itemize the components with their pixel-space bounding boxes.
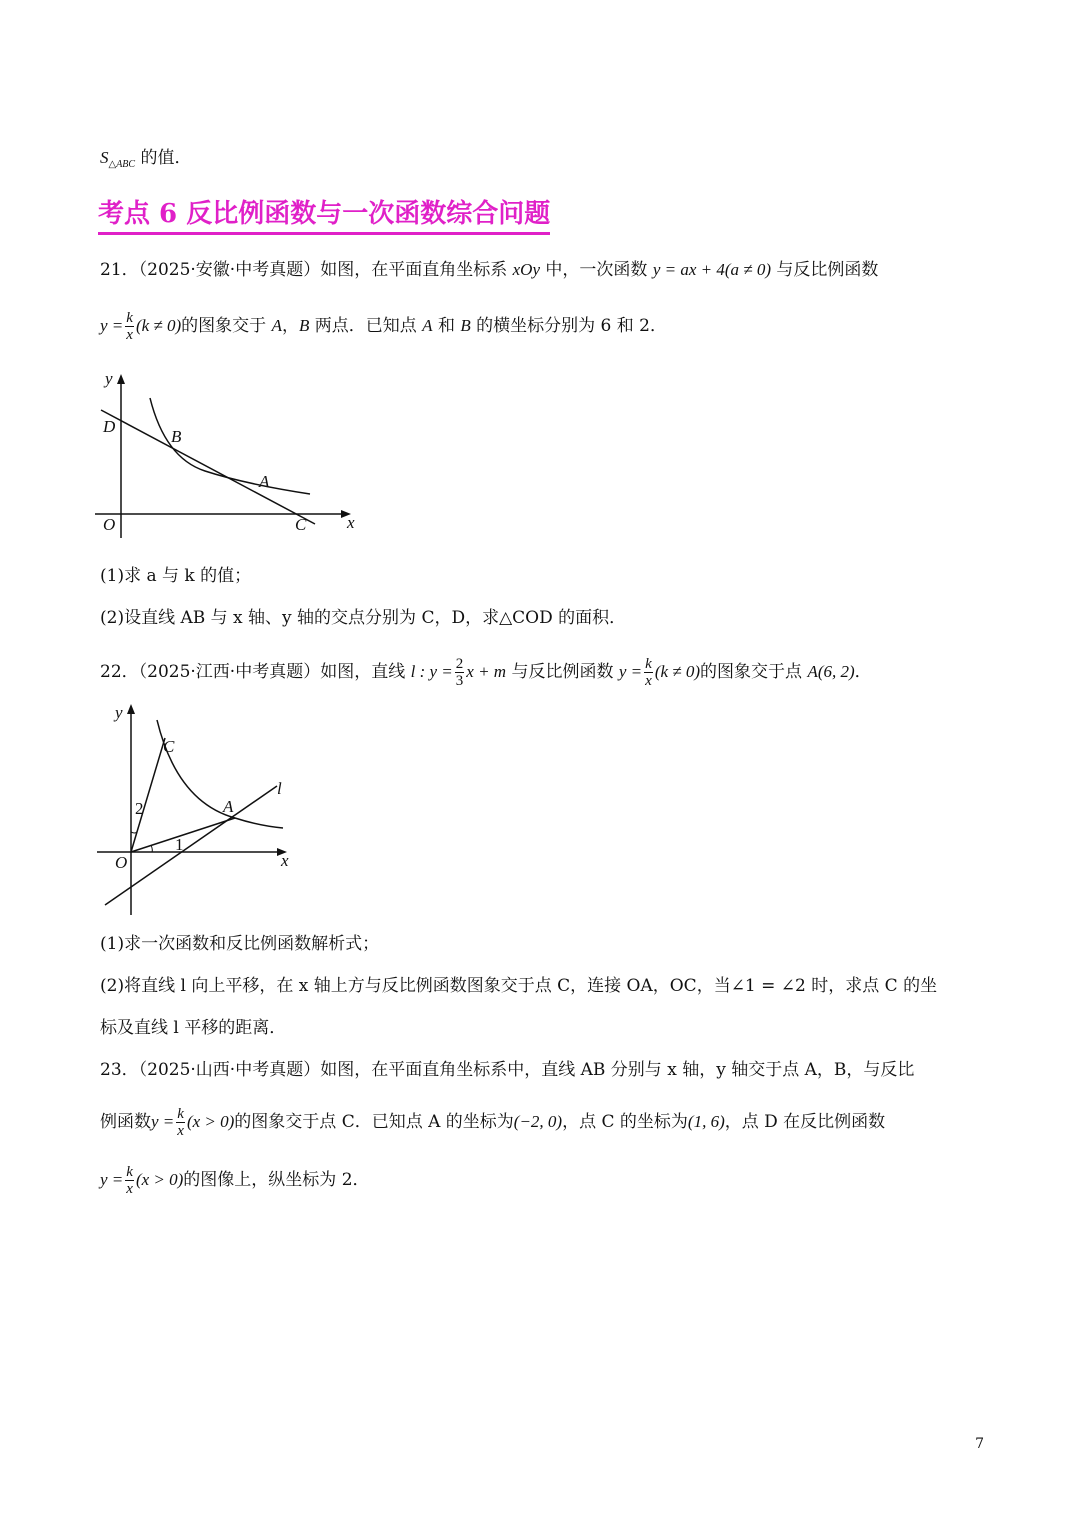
q22-text1: 如图，直线: [320, 662, 406, 682]
page-number: 7: [975, 1436, 984, 1452]
q22-number: 22．: [100, 662, 139, 682]
q21-label-o: O: [103, 515, 116, 534]
q22-text2: 与反比例函数: [511, 662, 614, 682]
q22-label-y: y: [115, 703, 123, 722]
q22-line1: 22．（2025·江西·中考真题）如图，直线 l : y = $\frac{2}{3}$ x + m 与反比例函数 y = $\frac{k}{x}$ (k ≠ 0)的图象交于点 A(6, 2)．: [100, 656, 872, 689]
q22-label-x: x: [281, 851, 289, 870]
q22-label-c: C: [163, 737, 175, 756]
q21-label-d: D: [103, 417, 116, 436]
q21-label-y: y: [105, 369, 113, 388]
q22-part2-line1: (2)将直线 l 向上平移，在 x 轴上方与反比例函数图象交于点 C，连接 OA，OC，当∠1 = ∠2 时，求点 C 的坐: [100, 976, 938, 996]
q22-segment-oc: [131, 738, 165, 852]
area-subscript: △ABC: [108, 159, 136, 170]
q21-part2: (2)设直线 AB 与 x 轴、y 轴的交点分别为 C，D，求△COD 的面积．: [100, 608, 627, 628]
q21-label-c: C: [295, 515, 307, 534]
q21-line2-end: 的横坐标分别为 6 和 2．: [476, 316, 667, 336]
q22-label-l: l: [277, 779, 282, 798]
q22-hyperbola: [157, 720, 283, 828]
q22-point: A(6, 2): [807, 662, 855, 681]
q22-angle2-arc: [131, 832, 137, 833]
q22-label-a: A: [223, 797, 234, 816]
q23-source: （2025·山西·中考真题）: [138, 1060, 321, 1080]
q21-y-arrow: [117, 374, 125, 384]
q21-text: 如图，在平面直角坐标系: [320, 260, 508, 280]
q22-line-name: l : y =: [410, 662, 453, 681]
q21-number: 21．: [100, 260, 139, 280]
q21-label-a: A: [259, 472, 270, 491]
q22-label-angle2: 2: [135, 799, 144, 818]
q23-line2: 例函数y = $\frac{k}{x}$ (x > 0)的图象交于点 C．已知点 A 的坐标为(−2, 0)，点 C 的坐标为(1, 6)，点 D 在反比例函数: [100, 1106, 886, 1139]
frac-k-x-2: $\frac{k}{x}$: [645, 656, 652, 689]
q21-linear-formula: y = ax + 4(a ≠ 0): [652, 260, 771, 279]
q21-end: 与反比例函数: [776, 260, 879, 280]
q23-line1: [100, 1058, 914, 1082]
q23-number: 23．: [100, 1060, 139, 1080]
q22-part1: (1)求一次函数和反比例函数解析式；: [100, 934, 380, 954]
q23-line2-mid2: ，点 C 的坐标为: [562, 1112, 688, 1132]
q23-point-c: (1, 6): [687, 1112, 725, 1131]
q22-figure: [95, 700, 305, 920]
q21-line2: y = $\frac{k}{x}$ (k ≠ 0)的图象交于 A，B 两点．已知点 A 和 B 的横坐标分别为 6 和 2．: [100, 310, 667, 343]
q21-rest: 两点．已知点: [314, 316, 417, 336]
q21-figure: [95, 368, 375, 540]
area-symbol: S: [100, 148, 109, 167]
q23-line2-mid: 的图象交于点 C．已知点 A 的坐标为: [234, 1112, 514, 1132]
q22-source: （2025·江西·中考真题）: [138, 662, 321, 682]
q21-label-x: x: [347, 513, 355, 532]
q21-hyperbola: [150, 398, 310, 494]
frac-2-3: $\frac{2}{3}$: [455, 656, 464, 689]
top-line-suffix: 的值．: [140, 148, 192, 168]
q23-point-a: (−2, 0): [513, 1112, 563, 1131]
q21-line1: [100, 258, 878, 282]
q23-line2-end: ，点 D 在反比例函数: [724, 1112, 886, 1132]
q22-y-arrow: [127, 704, 135, 714]
q23-line2-pre: 例函数: [100, 1112, 151, 1132]
q21-label-b: B: [171, 427, 182, 446]
q21-mid: 中，一次函数: [545, 260, 648, 280]
q22-label-angle1: 1: [175, 835, 184, 854]
q22-text3: 的图象交于点: [700, 662, 803, 682]
frac-k-x-4: $\frac{k}{x}$: [126, 1164, 133, 1197]
top-line: [100, 146, 191, 177]
q21-line-ab: [101, 410, 315, 524]
frac-k-x-3: $\frac{k}{x}$: [177, 1106, 184, 1139]
section-heading: 考点 6 反比例函数与一次函数综合问题: [98, 196, 550, 235]
q21-source: （2025·安徽·中考真题）: [138, 260, 321, 280]
q22-label-o: O: [115, 853, 128, 872]
q21-part1: (1)求 a 与 k 的值；: [100, 566, 252, 586]
frac-k-x: $\frac{k}{x}$: [126, 310, 133, 343]
q21-system: xOy: [512, 260, 540, 279]
q23-line3-end: 的图像上，纵坐标为 2．: [183, 1170, 370, 1190]
q23-line3: y = $\frac{k}{x}$ (x > 0)的图像上，纵坐标为 2．: [100, 1164, 370, 1197]
q22-angle1-arc: [151, 845, 152, 852]
q21-tail: 的图象交于: [181, 316, 267, 336]
q23-line1-text: 如图，在平面直角坐标系中，直线 AB 分别与 x 轴，y 轴交于点 A，B，与反比: [320, 1060, 915, 1080]
q22-part2-line2: 标及直线 l 平移的距离．: [100, 1018, 287, 1038]
